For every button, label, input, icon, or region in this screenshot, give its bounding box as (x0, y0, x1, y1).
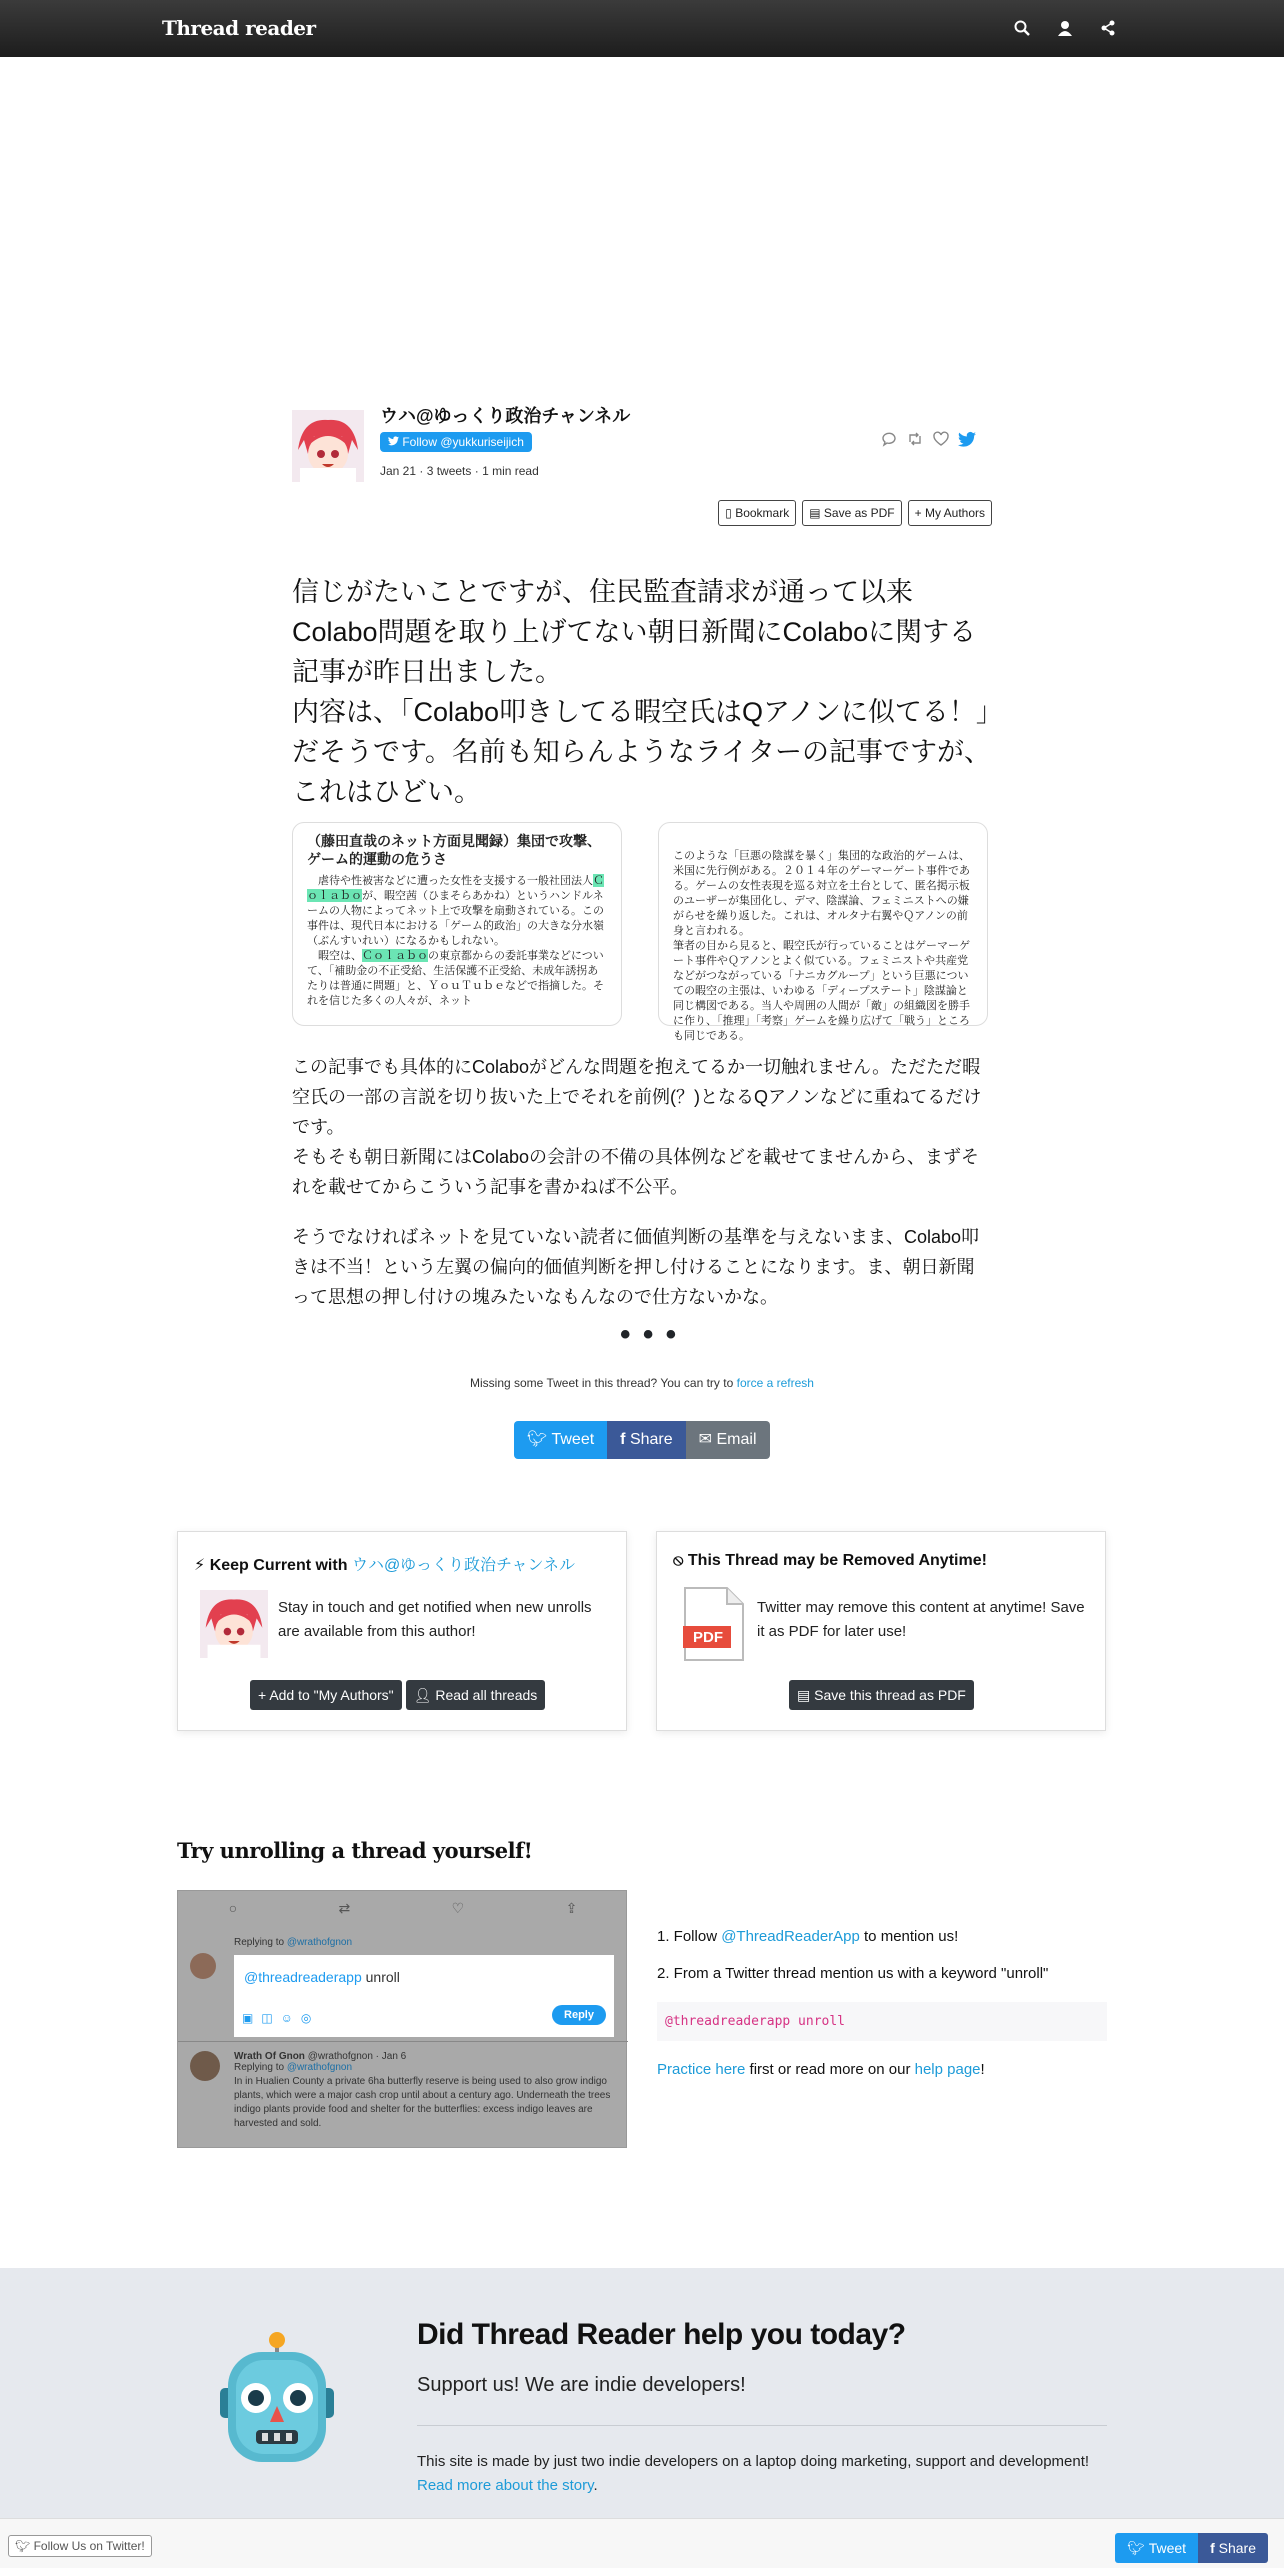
threadreaderapp-link[interactable]: @ThreadReaderApp (721, 1928, 860, 1945)
tweet-share-button[interactable] (514, 1421, 607, 1459)
support-text (417, 2450, 1107, 2498)
reply-icon: ○ (228, 1900, 238, 1916)
share-label: Share (629, 1431, 673, 1448)
article-text: 虐待や性被害などに遭った女性を支援する一般社団法人 (318, 874, 593, 887)
thread-date: Jan 21 (380, 464, 417, 478)
demo-tweet-meta: @wrathofgnon · Jan 6 (307, 2051, 407, 2062)
bookmark-icon: ▯ (725, 506, 732, 520)
article-paragraph-2 (307, 948, 607, 1008)
keep-current-actions (250, 1680, 545, 1710)
unroll-steps (657, 1928, 1107, 2078)
save-thread-label: Save this thread as PDF (814, 1687, 966, 1703)
removal-text: Twitter may remove this content at anytime! Save it as PDF for later use! (757, 1599, 1085, 1640)
plus-icon: + (258, 1687, 267, 1703)
tweet-2-p2: そもそも朝日新聞にはColaboの会計の不備の具体例などを載せてませんから、まずそれを載せてからこういう記事を書かねば不公平。 (292, 1147, 980, 1197)
retweet-icon: ⇄ (338, 1899, 351, 1916)
email-share-button[interactable] (686, 1421, 770, 1459)
practice-text: first or read more on our (749, 2061, 911, 2078)
bolt-icon: ⚡︎ (194, 1557, 206, 1574)
twitter-bird-icon: 🐦︎ (1127, 2540, 1146, 2556)
reply-icon[interactable] (880, 430, 898, 448)
support-divider (417, 2425, 1107, 2426)
compose-mention: @threadreaderapp (244, 1969, 362, 1985)
demo-replying-label: Replying to (234, 2062, 285, 2073)
practice-end: ! (980, 2061, 985, 2078)
tweet-2 (292, 1052, 992, 1202)
force-refresh-link[interactable]: force a refresh (736, 1376, 814, 1390)
lead-tweet-2: 内容は、「Colabo叩きしてる暇空氏はQアノンに似てる！」だそうです。名前も知らんようなライターの記事ですが、これはひどい。 (292, 697, 992, 807)
support-subtitle: Support us! We are indie developers! (417, 2374, 746, 2396)
demo-author-avatar (190, 2051, 220, 2081)
twitter-bird-icon: 🐦︎ (15, 2539, 31, 2553)
removal-title-text: This Thread may be Removed Anytime! (687, 1552, 987, 1569)
tweet-images (292, 822, 992, 1042)
keep-current-prefix: Keep Current with (209, 1557, 348, 1574)
unroll-demo-image (177, 1890, 627, 2148)
help-page-link[interactable]: help page (914, 2061, 981, 2078)
facebook-icon: f (620, 1431, 626, 1448)
follow-us-twitter-button[interactable] (8, 2535, 152, 2557)
tweet-count: 3 tweets (426, 464, 472, 478)
twitter-bird-icon: 🐦︎ (527, 1431, 548, 1448)
save-pdf-button[interactable] (802, 500, 901, 526)
article-text: が、暇空茜（ひまそらあかね）というハンドルネームの人物によってネット上で攻撃を扇動されている。この事件は、現代日本における「ゲーム的政治」の大きな分水嶺（ぶんすいれい）になるかもしれない。 (307, 889, 604, 947)
demo-reply-button: Reply (552, 2005, 606, 2025)
author-name[interactable]: ウハ@ゆっくり政治チャンネル (380, 406, 631, 426)
missing-tweet-notice (0, 1376, 1284, 1390)
bottom-tweet-button[interactable] (1115, 2533, 1198, 2563)
add-authors-label: Add to "My Authors" (269, 1687, 394, 1703)
author-avatar[interactable] (292, 410, 364, 482)
article-text: の東京都からの委託事業などについて、「補助金の不正受給、生活保護不正受給、未成年誘拐あたりは普通に問題」と、ＹｏｕＴｕｂｅなどで指摘した。それを信じた多くの人々が、ネット (307, 949, 604, 1007)
top-navbar (0, 0, 1284, 57)
article-paragraph-1 (307, 873, 607, 948)
author-avatar-small (200, 1590, 268, 1658)
facebook-share-button[interactable] (607, 1421, 685, 1459)
removal-actions (789, 1680, 974, 1710)
support-end: . (593, 2477, 598, 2494)
lead-tweet-1: 信じがたいことですが、住民監査請求が通って以来Colabo問題を取り上げてない朝日新聞にColaboに関する記事が昨日出ました。 (292, 577, 977, 687)
robot-icon (212, 2330, 342, 2470)
envelope-icon: ✉ (698, 1431, 713, 1448)
bottom-share-label: Share (1218, 2540, 1256, 2556)
my-authors-label: My Authors (924, 506, 985, 520)
support-title: Did Thread Reader help you today? (417, 2318, 906, 2351)
article-image-2[interactable] (658, 822, 988, 1042)
support-body: This site is made by just two indie developers on a laptop doing marketing, support and development! (417, 2453, 1090, 2470)
article-text-2: このような「巨悪の陰謀を暴く」集団的な政治的ゲームは、米国に先行例がある。２０１４年のゲーマーゲート事件である。ゲームの女性表現を巡る対立を土台として、匿名掲示板のユーザーが集団化し、デマ、陰謀論、フェミニストへの嫌がらせを繰り返した。これは、オルタナ右翼やＱアノンの前身と言われる。 筆者の目から見ると、暇空氏が行っていることはゲーマーゲート事件やＱアノンとよく似ている。フェミニストや共産党などがつながっている「ナニカグループ」という巨悪についての暇空の主張は、いわゆる「ディープステート」陰謀論と同じ構図である。当人や周囲の人間が「敵」の組織図を勝手に作り、「推理」「考察」ゲームを繰り広げて「戦う」ところも同じである。 (673, 849, 970, 1042)
follow-label: Follow @yukkuriseijich (402, 435, 524, 449)
upload-icon: ⇪ (565, 1899, 578, 1916)
practice-line (657, 2061, 1107, 2078)
read-all-label: Read all threads (435, 1687, 538, 1703)
thread-lead (292, 572, 992, 812)
removal-title (673, 1552, 987, 1570)
brand-logo[interactable]: Thread reader (162, 16, 316, 40)
ban-icon: ⦸ (673, 1552, 684, 1569)
bottom-facebook-button[interactable] (1198, 2533, 1268, 2563)
article-text: 暇空は、 (318, 949, 362, 962)
pdf-file-icon (683, 1586, 745, 1662)
share-icon[interactable] (1096, 16, 1120, 40)
my-authors-button[interactable] (908, 500, 992, 526)
tweet-actions (880, 430, 976, 448)
bookmark-button[interactable] (718, 500, 796, 526)
plus-icon: + (914, 506, 922, 520)
article-headline: （藤田直哉のネット方面見聞録）集団で攻撃、ゲーム的運動の危うさ (307, 834, 601, 868)
demo-avatar (190, 1953, 216, 1979)
highlight-colabo: Ｃｏｌａｂｏ (307, 874, 604, 902)
add-my-authors-button[interactable] (250, 1680, 402, 1710)
step-2: 2. From a Twitter thread mention us with a keyword "unroll" (657, 1965, 1049, 1982)
demo-action-bar (178, 1891, 628, 1925)
read-all-threads-button[interactable] (406, 1680, 546, 1710)
user-icon[interactable] (1053, 16, 1077, 40)
tweet-3: そうでなければネットを見ていない読者に価値判断の基準を与えないまま、Colabo叩きは不当！という左翼の偏向的価値判断を押し付けることになります。ま、朝日新聞って思想の押し付けの塊みたいなもんなので仕方ないかな。 (292, 1227, 980, 1307)
file-icon: ▤ (797, 1687, 811, 1703)
demo-divider (178, 2041, 628, 2042)
save-pdf-label: Save as PDF (823, 506, 895, 520)
replying-label: Replying to (234, 1937, 285, 1948)
demo-tweet-author: Wrath Of Gnon (234, 2051, 305, 2062)
step-1 (657, 1928, 1107, 1945)
user-icon: 👤︎ (413, 1687, 432, 1703)
search-icon[interactable] (1010, 16, 1034, 40)
step-1-text: 1. Follow (657, 1928, 718, 1945)
read-time: 1 min read (482, 464, 539, 478)
thread-meta: Jan 21 · 3 tweets · 1 min read (380, 464, 539, 478)
like-icon: ♡ (451, 1899, 465, 1916)
tweet-label: Tweet (551, 1431, 595, 1448)
author-link[interactable]: ウハ@ゆっくり政治チャンネル (351, 1557, 576, 1574)
try-unroll-title: Try unrolling a thread yourself! (177, 1838, 533, 1863)
thread-end-dots: • • • (620, 1318, 679, 1351)
follow-button[interactable] (380, 432, 532, 452)
facebook-icon: f (1210, 2540, 1215, 2556)
unroll-code-sample: @threadreaderapp unroll (657, 2002, 1107, 2041)
bottom-share-buttons (1115, 2533, 1268, 2563)
bottom-share-bar (0, 2518, 1284, 2568)
demo-replying-handle: @wrathofgnon (286, 2062, 353, 2073)
demo-tweet (234, 2051, 614, 2131)
tweet-2-p1: この記事でも具体的にColaboがどんな問題を抱えてるか一切触れません。ただただ暇空氏の一部の言説を切り抜いた上でそれを前例(？)となるQアノンなどに重ねてるだけです。 (292, 1057, 982, 1137)
removal-warning-card (656, 1531, 1106, 1731)
demo-media-icons: ▣◫☺◎ (242, 2011, 320, 2025)
author-header (292, 398, 992, 528)
demo-tweet-text: In in Hualien County a private 6ha butterfly reserve is being used to also grow indigo plants, which were a major cash crop until about a century ago. Underneath the trees indigo plants provide food and shelter for the butterflies: excess indigo leaves are harvested and sold. (234, 2076, 611, 2129)
bottom-tweet-label: Tweet (1148, 2540, 1187, 2556)
retweet-icon[interactable] (906, 430, 924, 448)
demo-compose-text (244, 1969, 400, 1985)
email-label: Email (716, 1431, 757, 1448)
keep-current-card (177, 1531, 627, 1731)
replying-handle: @wrathofgnon (286, 1937, 353, 1948)
step-1-end: to mention us! (864, 1928, 959, 1945)
story-link[interactable]: Read more about the story (417, 2477, 594, 2494)
follow-us-label: Follow Us on Twitter! (33, 2539, 145, 2553)
pdf-label: PDF (693, 1629, 723, 1646)
thread-tools (718, 500, 992, 526)
twitter-bird-icon (388, 435, 402, 449)
article-image-1[interactable] (292, 822, 622, 1026)
like-icon[interactable] (932, 430, 950, 448)
keep-current-title (194, 1552, 575, 1575)
demo-replying (234, 1937, 352, 1948)
highlight-colabo: Ｃｏｌａｂｏ (362, 949, 428, 962)
compose-word: unroll (365, 1969, 400, 1985)
missing-text: Missing some Tweet in this thread? You can try to (470, 1376, 734, 1390)
keep-current-text: Stay in touch and get notified when new unrolls are available from this author! (278, 1599, 592, 1640)
twitter-icon[interactable] (958, 430, 976, 448)
practice-link[interactable]: Practice here (657, 2061, 746, 2078)
file-icon: ▤ (809, 506, 821, 520)
bookmark-label: Bookmark (735, 506, 790, 520)
save-thread-pdf-button[interactable] (789, 1680, 974, 1710)
share-buttons (514, 1421, 770, 1459)
demo-compose-box (234, 1955, 614, 2037)
